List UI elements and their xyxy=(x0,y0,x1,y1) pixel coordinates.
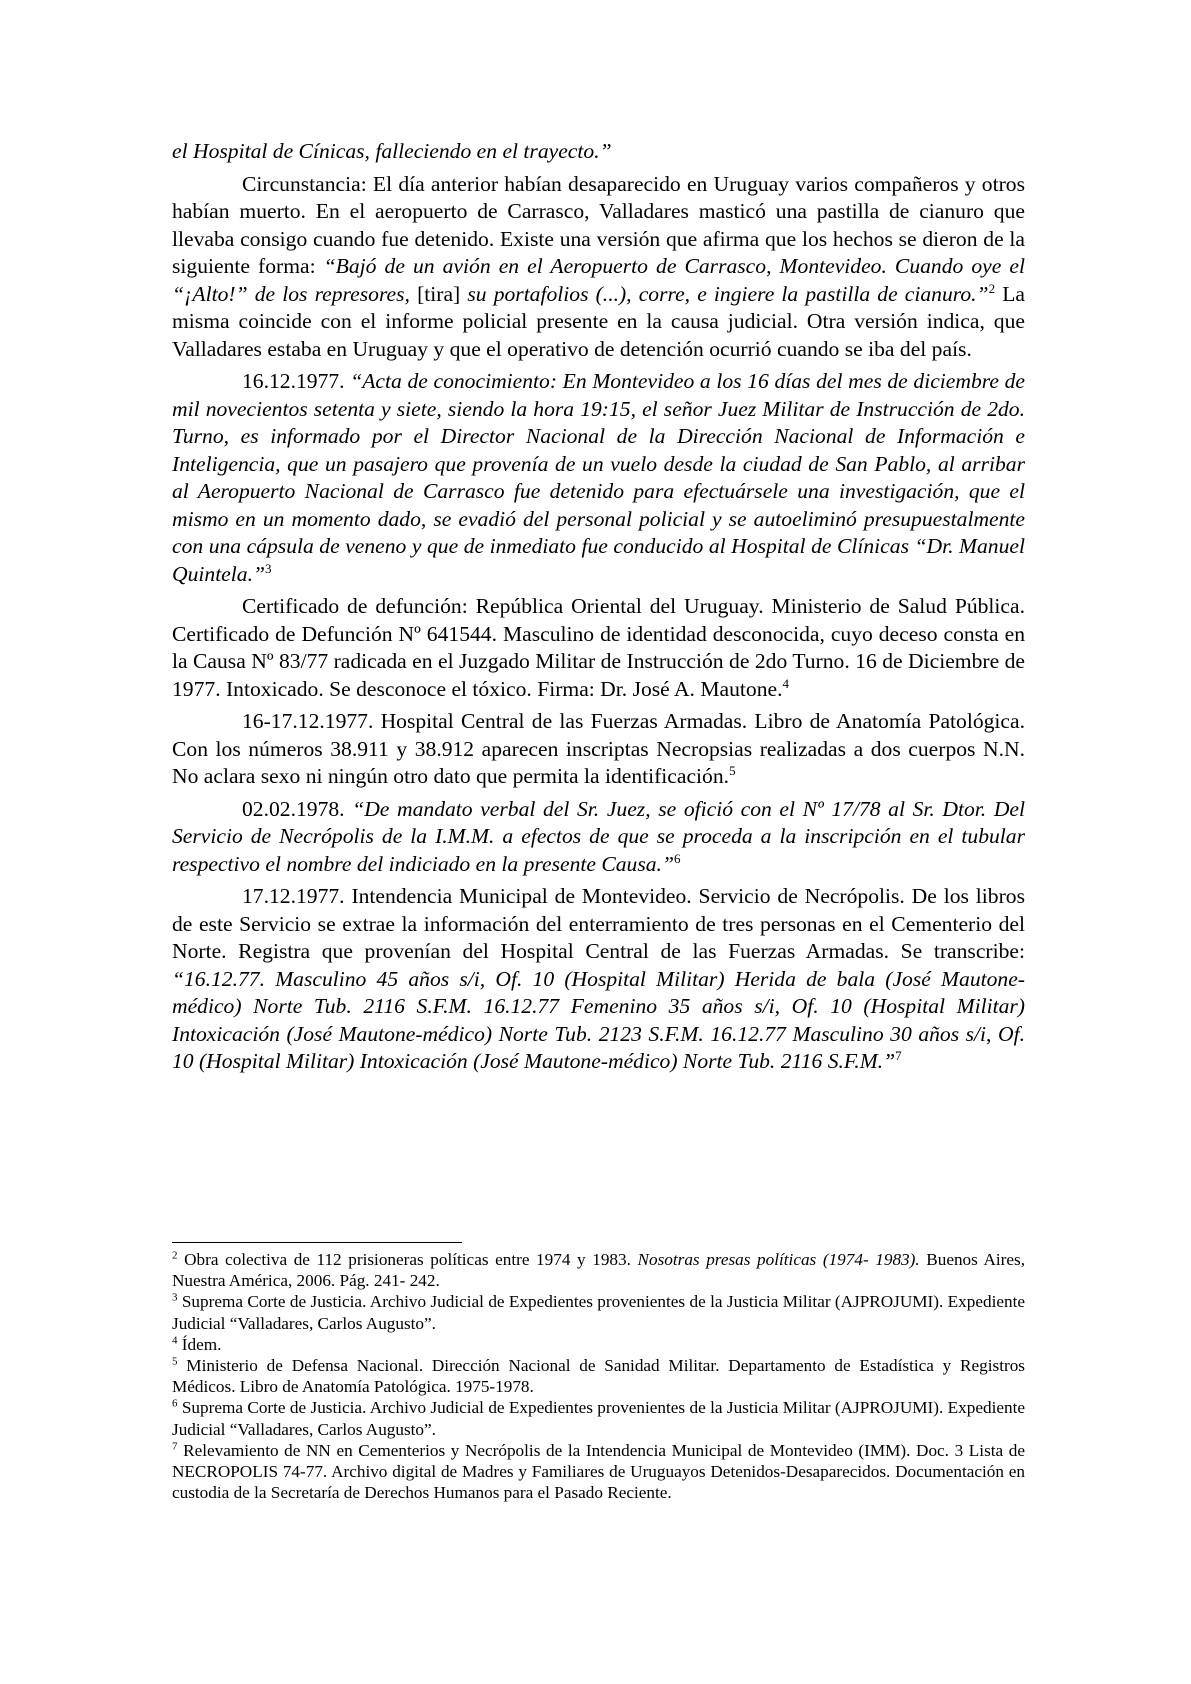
footnote-7 xyxy=(172,1440,1025,1504)
text: Circunstancia: El día anterior habían desaparecido en Uruguay varios compañeros y otros habían muerto. En el aeropuerto de Carrasco, Valladares masticó una pastilla de cianuro que llevaba consigo cuando fue detenido. Existe una versión que afirma que los hechos se dieron de la siguiente forma: xyxy=(172,171,1025,278)
footnote-5 xyxy=(172,1355,1025,1397)
footnote-separator xyxy=(172,1242,462,1243)
footnote-text: Ídem. xyxy=(177,1334,222,1354)
paragraph-circumstance xyxy=(172,171,1025,364)
date-text: 16.12.1977. xyxy=(242,369,351,393)
footnote-ref-4: 4 xyxy=(782,675,790,691)
footnote-2 xyxy=(172,1249,1025,1291)
footnote-text: Obra colectiva de 112 prisioneras políticas entre 1974 y 1983. xyxy=(177,1250,638,1269)
text: [tira] xyxy=(417,281,468,306)
document-body xyxy=(172,138,1025,1081)
italic-text: “16.12.77. Masculino 45 años s/i, Of. 10 (Hospital Militar) Herida de bala (José Mautone-médico) Norte Tub. 2116 S.F.M. 16.12.77 Femenino 35 años s/i, Of. 10 (Hospital Militar) Intoxicación (José Mautone-médico) Norte Tub. 2123 S.F.M. 16.12.77 Masculino 30 años s/i, Of. 10 (Hospital Militar) Intoxicación (José Mautone-médico) Norte Tub. 2116 S.F.M.” xyxy=(172,966,1025,1073)
italic-text: “De mandato verbal del Sr. Juez, se ofició con el Nº 17/78 al Sr. Dtor. Del Servicio de Necrópolis de la I.M.M. a efectos de que se proceda a la inscripción en el tubular respectivo el nombre del indiciado en la presente Causa.” xyxy=(172,796,1026,876)
text: 16-17.12.1977. Hospital Central de las Fuerzas Armadas. Libro de Anatomía Patológica. Con los números 38.911 y 38.912 aparecen inscriptas Necropsias realizadas a dos cuerpos N.N. No aclara sexo ni ningún otro dato que permita la identificación. xyxy=(172,709,1025,788)
italic-text: “Acta de conocimiento: En Montevideo a los 16 días del mes de diciembre de mil novecientos setenta y siete, siendo la hora 19:15, el señor Juez Militar de Instrucción de 2do. Turno, es informado por el Director Nacional de la Dirección Nacional de Información e Inteligencia, que un pasajero que provenía de un vuelo desde la ciudad de San Pablo, al arribar al Aeropuerto Nacional de Carrasco fue detenido para efectuársele una investigación, que el mismo en un momento dado, se evadió del personal policial y se autoeliminó presupuestalmente con una cápsula de veneno y que de inmediato fue conducido al Hospital de Clínicas “Dr. Manuel Quintela.” xyxy=(172,369,1026,586)
footnote-text: Suprema Corte de Justicia. Archivo Judicial de Expedientes provenientes de la Justicia Militar (AJPROJUMI). Expediente Judicial “Valladares, Carlos Augusto”. xyxy=(172,1292,1025,1333)
text: La misma coincide con el informe policial presente en la causa judicial. Otra versión indica, que Valladares estaba en Uruguay y que el operativo de detención ocurrió cuando se iba del país. xyxy=(172,281,1025,361)
footnote-ref-7: 7 xyxy=(895,1047,902,1063)
footnote-text: Ministerio de Defensa Nacional. Dirección Nacional de Sanidad Militar. Departamento de Estadística y Registros Médicos. Libro de Anatomía Patológica. 1975-1978. xyxy=(172,1356,1025,1397)
paragraph-acta xyxy=(172,368,1025,588)
italic-text: su portafolios (...), corre, e ingiere la pastilla de cianuro.” xyxy=(467,281,989,306)
paragraph-mandate xyxy=(172,796,1025,879)
paragraph-hospital xyxy=(172,708,1025,791)
footnote-number: 7 xyxy=(172,1440,178,1453)
footnote-italic: Nosotras presas políticas (1974- 1983). xyxy=(637,1250,920,1269)
footnote-number: 2 xyxy=(172,1249,178,1262)
paragraph-necropolis xyxy=(172,883,1025,1076)
paragraph-certificate xyxy=(172,593,1025,703)
text: Certificado de defunción: República Oriental del Uruguay. Ministerio de Salud Pública. Certificado de Defunción Nº 641544. Masculino de identidad desconocida, cuyo deceso consta en la Causa Nº 83/77 radicada en el Juzgado Militar de Instrucción de 2do Turno. 16 de Diciembre de 1977. Intoxicado. Se desconoce el tóxico. Firma: Dr. José A. Mautone. xyxy=(172,594,1025,701)
footnote-ref-5: 5 xyxy=(729,762,736,778)
footnote-ref-6: 6 xyxy=(673,850,681,866)
footnote-ref-2: 2 xyxy=(988,280,996,296)
footnote-text: Relevamiento de NN en Cementerios y Necrópolis de la Intendencia Municipal de Montevideo (IMM). Doc. 3 Lista de NECROPOLIS 74-77. Archivo digital de Madres y Familiares de Uruguayos Detenidos-Desaparecidos. Documentación en custodia de la Secretaría de Derechos Humanos para el Pasado Reciente. xyxy=(172,1440,1025,1503)
date-text: 02.02.1978. xyxy=(242,796,353,821)
paragraph-quote-end xyxy=(172,138,1025,166)
italic-text: el Hospital de Cínicas, falleciendo en el trayecto.” xyxy=(172,139,612,163)
footnote-ref-3: 3 xyxy=(264,560,272,576)
footnote-text: Buenos Aires, Nuestra América, 2006. Pág. 241- 242. xyxy=(172,1250,1026,1291)
footnote-number: 3 xyxy=(172,1291,178,1304)
footnote-3 xyxy=(172,1291,1025,1333)
text: 17.12.1977. Intendencia Municipal de Montevideo. Servicio de Necrópolis. De los libros de este Servicio se extrae la información del enterramiento de tres personas en el Cementerio del Norte. Registra que provenían del Hospital Central de las Fuerzas Armadas. Se transcribe: xyxy=(172,884,1025,963)
footnotes xyxy=(172,1249,1025,1503)
footnote-number: 4 xyxy=(172,1334,178,1347)
footnote-4 xyxy=(172,1334,1025,1355)
footnote-6 xyxy=(172,1397,1025,1439)
footnote-number: 5 xyxy=(172,1355,178,1368)
footnote-text: Suprema Corte de Justicia. Archivo Judicial de Expedientes provenientes de la Justicia Militar (AJPROJUMI). Expediente Judicial “Valladares, Carlos Augusto”. xyxy=(172,1398,1025,1439)
footnote-number: 6 xyxy=(172,1397,178,1410)
italic-text: “Bajó de un avión en el Aeropuerto de Carrasco, Montevideo. Cuando oye el “¡Alto!” de los represores, xyxy=(172,254,1026,306)
